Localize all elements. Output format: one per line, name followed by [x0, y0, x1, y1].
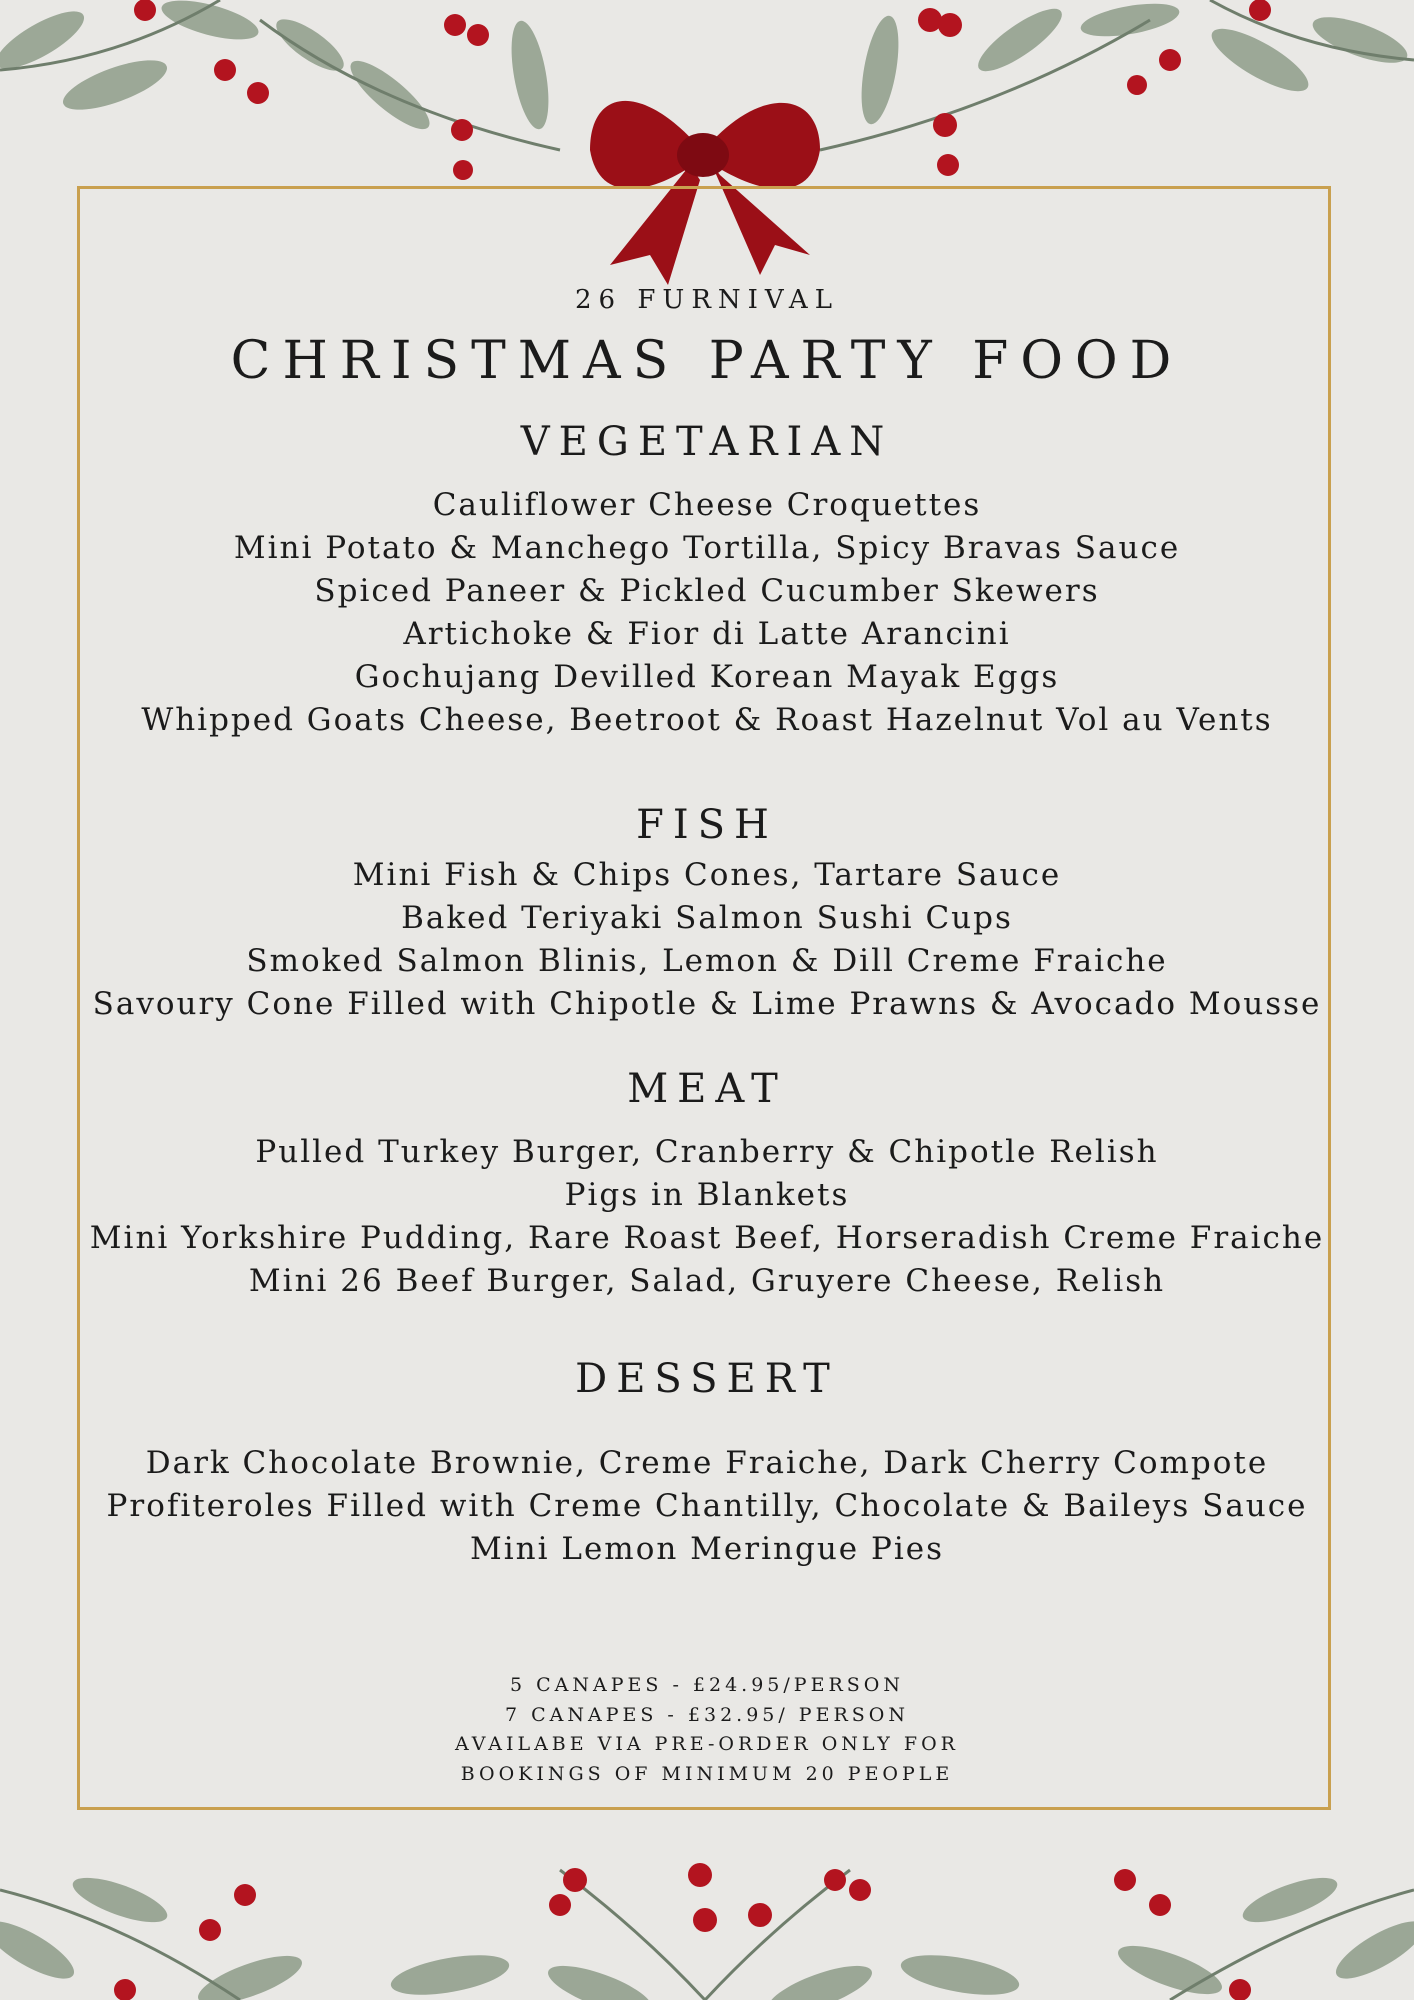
section-heading: FISH [636, 802, 778, 848]
price-5-canapes: 5 CANAPES - £24.95/PERSON [510, 1674, 904, 1696]
menu-item: Mini Yorkshire Pudding, Rare Roast Beef, Horseradish Creme Fraiche [89, 1220, 1325, 1256]
section-heading: DESSERT [575, 1356, 839, 1402]
booking-minimum: BOOKINGS OF MINIMUM 20 PEOPLE [460, 1762, 954, 1785]
item-list [0, 484, 1414, 742]
price-7-canapes: 7 CANAPES - £32.95/ PERSON [504, 1703, 909, 1726]
menu-item: Baked Teriyaki Salmon Sushi Cups [401, 900, 1013, 936]
menu-item: Dark Chocolate Brownie, Creme Fraiche, Dark Cherry Compote [145, 1445, 1269, 1481]
pricing-info [0, 1671, 1414, 1789]
menu-title: CHRISTMAS PARTY FOOD [230, 331, 1184, 391]
menu-item: Cauliflower Cheese Croquettes [432, 487, 982, 523]
section-vegetarian [0, 417, 1414, 742]
menu-item: Mini Fish & Chips Cones, Tartare Sauce [352, 857, 1062, 893]
section-meat [0, 1064, 1414, 1303]
menu-item: Spiced Paneer & Pickled Cucumber Skewers [314, 573, 1100, 609]
item-list [0, 854, 1414, 1026]
booking-note: AVAILABE VIA PRE-ORDER ONLY FOR [455, 1733, 959, 1755]
menu-item: Pulled Turkey Burger, Cranberry & Chipotle Relish [255, 1134, 1159, 1170]
menu-item: Savoury Cone Filled with Chipotle & Lime Prawns & Avocado Mousse [92, 986, 1322, 1022]
venue-name: 26 FURNIVAL [575, 285, 839, 315]
menu-item: Profiteroles Filled with Creme Chantilly, Chocolate & Baileys Sauce [106, 1488, 1308, 1524]
section-heading: MEAT [627, 1066, 787, 1112]
menu-item: Mini 26 Beef Burger, Salad, Gruyere Cheese, Relish [248, 1263, 1166, 1299]
section-heading: VEGETARIAN [520, 419, 894, 465]
item-list [0, 1442, 1414, 1571]
section-dessert [0, 1354, 1414, 1571]
menu-item: Mini Lemon Meringue Pies [469, 1531, 945, 1567]
menu-item: Pigs in Blankets [564, 1177, 850, 1213]
menu-item: Whipped Goats Cheese, Beetroot & Roast Hazelnut Vol au Vents [141, 702, 1273, 738]
item-list [0, 1131, 1414, 1303]
section-fish [0, 800, 1414, 1026]
menu-item: Artichoke & Fior di Latte Arancini [403, 616, 1011, 652]
menu-item: Mini Potato & Manchego Tortilla, Spicy Bravas Sauce [233, 530, 1181, 566]
menu-item: Gochujang Devilled Korean Mayak Eggs [354, 659, 1060, 695]
menu-item: Smoked Salmon Blinis, Lemon & Dill Creme Fraiche [246, 943, 1168, 979]
